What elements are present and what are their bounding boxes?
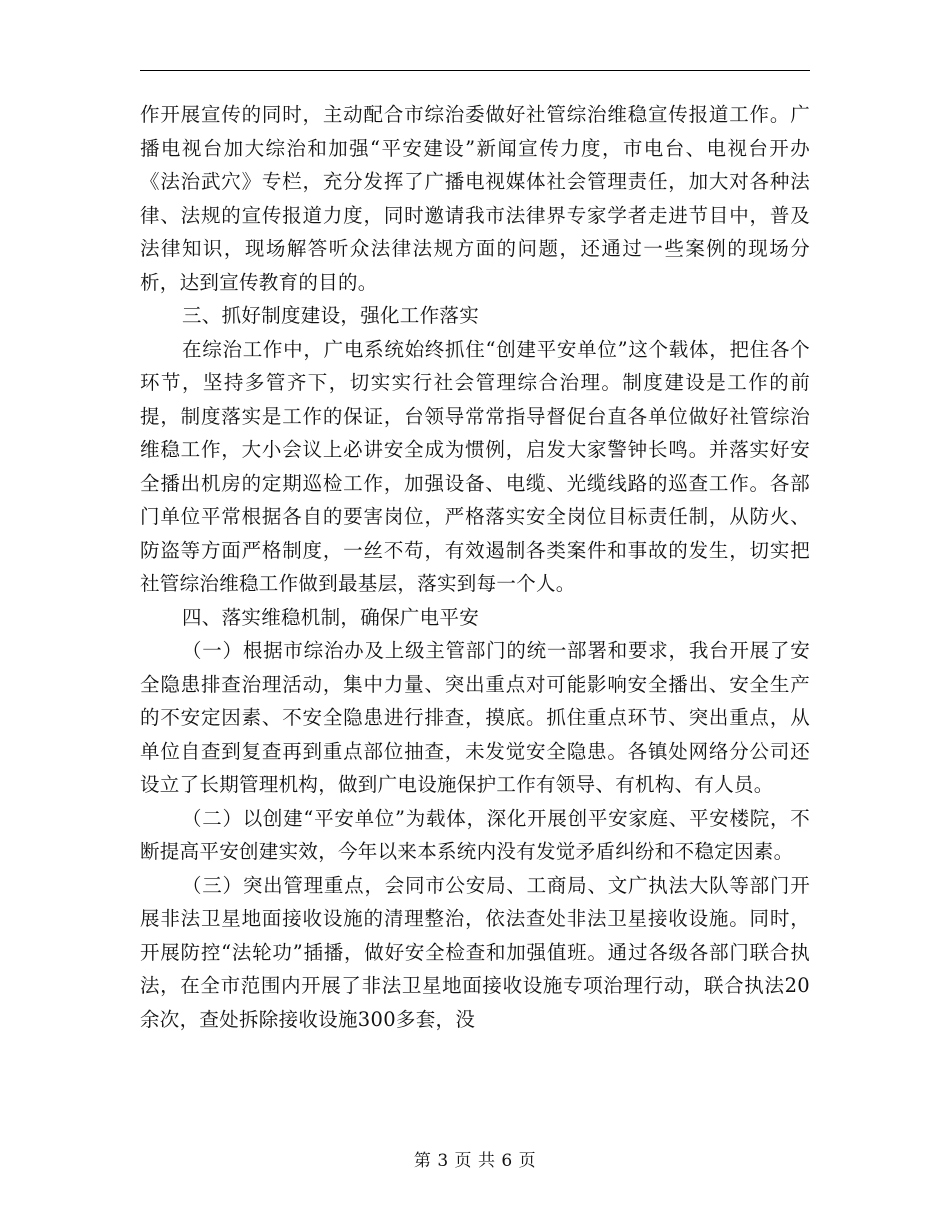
paragraph-3: （一）根据市综治办及上级主管部门的统一部署和要求，我台开展了安全隐患排查治理活动，集中力量、突出重点对可能影响安全播出、安全生产的不安定因素、不安全隐患进行排查，摸底。抓住重点环节、突出重点，从单位自查到复查再到重点部位抽查，未发觉安全隐患。各镇处网络分公司还设立了长期管理机构，做到广电设施保护工作有领导、有机构、有人员。 <box>140 639 810 796</box>
header-rule <box>140 70 810 71</box>
page-number: 第 3 页 共 6 页 <box>413 1151 537 1171</box>
paragraph-4: （二）以创建“平安单位”为载体，深化开展创平安家庭、平安楼院，不断提高平安创建实效，今年以来本系统内没有发觉矛盾纠纷和不稳定因素。 <box>140 806 810 863</box>
document-body <box>140 98 810 1036</box>
section-heading-3: 三、抓好制度建设，强化工作落实 <box>182 304 480 327</box>
paragraph-1: 作开展宣传的同时，主动配合市综治委做好社管综治维稳宣传报道工作。广播电视台加大综治和加强“平安建设”新闻宣传力度，市电台、电视台开办《法治武穴》专栏，充分发挥了广播电视媒体社会管理责任，加大对各种法律、法规的宣传报道力度，同时邀请我市法律界专家学者走进节目中，普及法律知识，现场解答听众法律法规方面的问题，还通过一些案例的现场分析，达到宣传教育的目的。 <box>140 103 810 294</box>
section-heading-4: 四、落实维稳机制，确保广电平安 <box>182 605 480 629</box>
paragraph-5: （三）突出管理重点，会同市公安局、工商局、文广执法大队等部门开展非法卫星地面接收设施的清理整治，依法查处非法卫星接收设施。同时，开展防控“法轮功”插播，做好安全检查和加强值班。通过各级各部门联合执法，在全市范围内开展了非法卫星地面接收设施专项治理行动，联合执法20余次，查处拆除接收设施300多套，没 <box>140 873 810 1031</box>
paragraph-2: 在综治工作中，广电系统始终抓住“创建平安单位”这个载体，把住各个环节，坚持多管齐下，切实实行社会管理综合治理。制度建设是工作的前提，制度落实是工作的保证，台领导常常指导督促台直各单位做好社管综治维稳工作，大小会议上必讲安全成为惯例，启发大家警钟长鸣。并落实好安全播出机房的定期巡检工作，加强设备、电缆、光缆线路的巡查工作。各部门单位平常根据各自的要害岗位，严格落实安全岗位目标责任制，从防火、防盗等方面严格制度，一丝不苟，有效遏制各类案件和事故的发生，切实把社管综治维稳工作做到最基层，落实到每一个人。 <box>140 337 810 595</box>
